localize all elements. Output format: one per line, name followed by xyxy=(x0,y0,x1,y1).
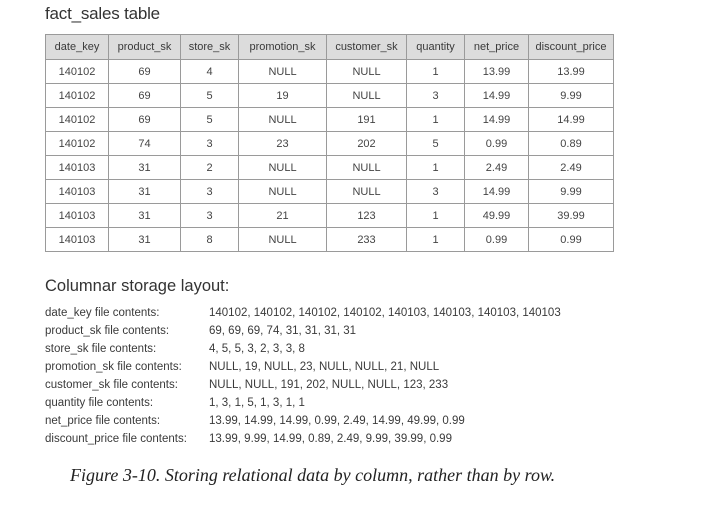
file-contents: NULL, 19, NULL, 23, NULL, NULL, 21, NULL xyxy=(209,361,440,373)
table-cell: 9.99 xyxy=(529,180,614,204)
table-cell: 5 xyxy=(181,84,239,108)
table-row xyxy=(46,228,614,252)
table-cell: 9.99 xyxy=(529,84,614,108)
table-cell: 14.99 xyxy=(465,84,529,108)
table-cell: 202 xyxy=(327,132,407,156)
column-header: date_key xyxy=(46,35,109,60)
column-header: store_sk xyxy=(181,35,239,60)
table-cell: 1 xyxy=(407,204,465,228)
column-header: product_sk xyxy=(109,35,181,60)
table-cell: 140103 xyxy=(46,156,109,180)
table-cell: 2.49 xyxy=(529,156,614,180)
table-cell: NULL xyxy=(327,156,407,180)
table-cell: 13.99 xyxy=(465,60,529,84)
file-label: date_key file contents: xyxy=(45,307,160,319)
table-row xyxy=(46,204,614,228)
table-cell: 3 xyxy=(407,180,465,204)
layout-row xyxy=(45,376,561,394)
table-cell: 1 xyxy=(407,156,465,180)
figure-caption: Figure 3-10. Storing relational data by column, rather than by row. xyxy=(70,465,556,485)
file-contents: NULL, NULL, 191, 202, NULL, NULL, 123, 233 xyxy=(209,379,449,391)
table-cell: 5 xyxy=(181,108,239,132)
column-header: promotion_sk xyxy=(239,35,327,60)
layout-row xyxy=(45,412,561,430)
column-header: customer_sk xyxy=(327,35,407,60)
layout-row xyxy=(45,322,561,340)
table-cell: 140103 xyxy=(46,228,109,252)
table-cell: 2.49 xyxy=(465,156,529,180)
table-cell: 69 xyxy=(109,108,181,132)
table-cell: NULL xyxy=(239,156,327,180)
table-row xyxy=(46,84,614,108)
table-cell: 49.99 xyxy=(465,204,529,228)
file-label: discount_price file contents: xyxy=(45,433,187,445)
table-cell: 14.99 xyxy=(465,108,529,132)
file-label: store_sk file contents: xyxy=(45,343,157,355)
table-title: fact_sales table xyxy=(45,4,160,23)
table-cell: 0.99 xyxy=(465,228,529,252)
table-row xyxy=(46,156,614,180)
table-cell: 123 xyxy=(327,204,407,228)
table-cell: 140103 xyxy=(46,204,109,228)
table-cell: NULL xyxy=(239,60,327,84)
file-contents: 1, 3, 1, 5, 1, 3, 1, 1 xyxy=(209,397,305,409)
table-cell: 69 xyxy=(109,84,181,108)
layout-row xyxy=(45,340,561,358)
table-cell: 1 xyxy=(407,60,465,84)
layout-row xyxy=(45,430,561,448)
table-row xyxy=(46,132,614,156)
file-label: promotion_sk file contents: xyxy=(45,361,182,373)
table-row xyxy=(46,60,614,84)
table-cell: 0.89 xyxy=(529,132,614,156)
table-cell: 1 xyxy=(407,108,465,132)
table-cell: 140102 xyxy=(46,84,109,108)
file-contents: 4, 5, 5, 3, 2, 3, 3, 8 xyxy=(209,343,305,355)
table-cell: 0.99 xyxy=(465,132,529,156)
table-cell: 31 xyxy=(109,204,181,228)
table-cell: 2 xyxy=(181,156,239,180)
table-cell: 3 xyxy=(181,132,239,156)
table-cell: 14.99 xyxy=(465,180,529,204)
layout-title: Columnar storage layout: xyxy=(45,277,230,295)
file-contents: 69, 69, 69, 74, 31, 31, 31, 31 xyxy=(209,325,357,337)
table-cell: 39.99 xyxy=(529,204,614,228)
table-cell: NULL xyxy=(327,60,407,84)
table-cell: 13.99 xyxy=(529,60,614,84)
file-label: quantity file contents: xyxy=(45,397,154,409)
file-contents: 13.99, 14.99, 14.99, 0.99, 2.49, 14.99, 49.99, 0.99 xyxy=(209,415,465,427)
table-cell: 23 xyxy=(239,132,327,156)
table-cell: 140103 xyxy=(46,180,109,204)
table-cell: 21 xyxy=(239,204,327,228)
columnar-layout-list xyxy=(45,304,561,448)
table-cell: 3 xyxy=(181,204,239,228)
table-cell: NULL xyxy=(239,180,327,204)
table-cell: 140102 xyxy=(46,132,109,156)
table-cell: 74 xyxy=(109,132,181,156)
file-label: product_sk file contents: xyxy=(45,325,170,337)
table-cell: 1 xyxy=(407,228,465,252)
file-contents: 140102, 140102, 140102, 140102, 140103, 140103, 140103, 140103 xyxy=(209,307,561,319)
file-contents: 13.99, 9.99, 14.99, 0.89, 2.49, 9.99, 39.99, 0.99 xyxy=(209,433,452,445)
column-header: discount_price xyxy=(529,35,614,60)
table-cell: 69 xyxy=(109,60,181,84)
column-header: net_price xyxy=(465,35,529,60)
layout-row xyxy=(45,304,561,322)
table-cell: 19 xyxy=(239,84,327,108)
table-cell: 140102 xyxy=(46,60,109,84)
column-header: quantity xyxy=(407,35,465,60)
table-cell: 31 xyxy=(109,156,181,180)
table-cell: 0.99 xyxy=(529,228,614,252)
table-cell: NULL xyxy=(327,84,407,108)
table-cell: 31 xyxy=(109,180,181,204)
table-cell: 4 xyxy=(181,60,239,84)
table-cell: 5 xyxy=(407,132,465,156)
table-cell: 8 xyxy=(181,228,239,252)
table-cell: NULL xyxy=(239,228,327,252)
table-row xyxy=(46,180,614,204)
table-cell: 140102 xyxy=(46,108,109,132)
layout-row xyxy=(45,394,561,412)
table-header-row xyxy=(46,35,614,60)
table-cell: 31 xyxy=(109,228,181,252)
table-row xyxy=(46,108,614,132)
file-label: customer_sk file contents: xyxy=(45,379,178,391)
table-cell: 3 xyxy=(407,84,465,108)
table-cell: NULL xyxy=(239,108,327,132)
file-label: net_price file contents: xyxy=(45,415,161,427)
fact-sales-table xyxy=(45,34,614,252)
table-cell: 14.99 xyxy=(529,108,614,132)
table-cell: 191 xyxy=(327,108,407,132)
table-cell: NULL xyxy=(327,180,407,204)
table-cell: 233 xyxy=(327,228,407,252)
table-cell: 3 xyxy=(181,180,239,204)
layout-row xyxy=(45,358,561,376)
